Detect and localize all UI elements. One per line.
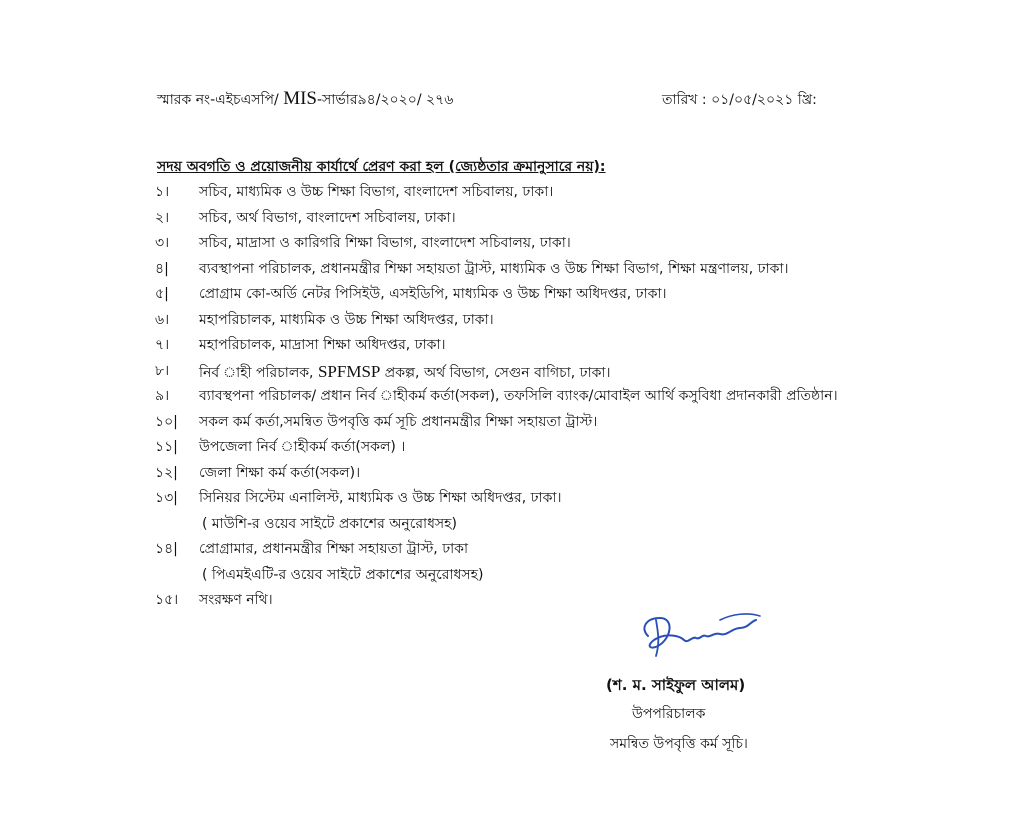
item-text-before: নির্ব াহী পরিচালক, [199, 364, 318, 381]
item-text: সকল কর্ম কর্তা,সমন্বিত উপবৃত্তি কর্ম সূচি প্রধানমন্ত্রীর শিক্ষা সহায়তা ট্রাস্ট। [199, 413, 598, 430]
item-number: ২। [155, 209, 170, 226]
memo-suffix: -সার্ভার৯৪/২০২০/ ২৭৬ [317, 92, 454, 108]
item-number: ৪| [155, 260, 169, 277]
memo-prefix: স্মারক নং-এইচএসপি/ [157, 92, 284, 108]
signatory-office: সমন্বিত উপবৃত্তি কর্ম সূচি। [610, 736, 748, 752]
item-number: ১২| [155, 464, 178, 481]
item-number: ১৩| [155, 490, 178, 506]
item-note: ( মাউশি-র ওয়েব সাইটে প্রকাশের অনুরোধসহ) [202, 515, 457, 532]
handwritten-signature [636, 606, 766, 664]
item-number: ১০| [155, 413, 178, 430]
item-text: সিনিয়র সিস্টেম এনালিস্ট, মাধ্যমিক ও উচ্চ শিক্ষা অধিদপ্তর, ঢাকা। [199, 490, 562, 506]
item-number: ১৪| [155, 541, 178, 557]
item-text: মহাপরিচালক, মাদ্রাসা শিক্ষা অধিদপ্তর, ঢাকা। [199, 337, 446, 353]
item-text: প্রোগ্রামার, প্রধানমন্ত্রীর শিক্ষা সহায়তা ট্রাস্ট, ঢাকা [199, 541, 469, 557]
item-text [199, 359, 611, 387]
item-text: সচিব, মাধ্যমিক ও উচ্চ শিক্ষা বিভাগ, বাংলাদেশ সচিবালয়, ঢাকা। [199, 184, 554, 200]
distribution-heading: সদয় অবগতি ও প্রয়োজনীয় কার্যার্থে প্রেরণ করা হল (জ্যেষ্ঠতার ক্রমানুসারে নয়): [157, 159, 606, 175]
project-acronym: SPFMSP [317, 361, 381, 381]
memo-date: তারিখ : ০১/০৫/২০২১ খ্রি: [662, 92, 817, 108]
item-text: প্রোগ্রাম কো-অর্ডি নেটর পিসিইউ, এসইডিপি, মাধ্যমিক ও উচ্চ শিক্ষা অধিদপ্তর, ঢাকা। [199, 286, 667, 302]
item-number: ৩। [155, 235, 170, 251]
signatory-designation: উপপরিচালক [632, 706, 706, 722]
item-number: ১৫। [155, 592, 179, 608]
item-note: ( পিএমইএটি-র ওয়েব সাইটে প্রকাশের অনুরোধসহ) [202, 566, 484, 583]
item-number: ৬। [155, 311, 170, 328]
item-number: ৫| [155, 286, 169, 302]
item-text: সচিব, অর্থ বিভাগ, বাংলাদেশ সচিবালয়, ঢাকা। [199, 209, 456, 226]
item-text: ব্যাবস্থপনা পরিচালক/ প্রধান নির্ব াহীকর্ম কর্তা(সকল), তফসিলি ব্যাংক/মোবাইল আর্থি কসুবিধা প্রদানকারী প্রতিষ্ঠান। [199, 388, 838, 404]
item-text: জেলা শিক্ষা কর্ম কর্তা(সকল)। [199, 464, 361, 481]
item-number: ১১| [155, 439, 178, 455]
item-text: উপজেলা নির্ব াহীকর্ম কর্তা(সকল) । [199, 439, 406, 455]
item-text: মহাপরিচালক, মাধ্যমিক ও উচ্চ শিক্ষা অধিদপ্তর, ঢাকা। [199, 311, 494, 328]
item-text: সংরক্ষণ নথি। [199, 592, 273, 608]
signatory-name: (শ. ম. সাইফুল আলম) [606, 676, 746, 694]
item-text-after: প্রকল্প, অর্থ বিভাগ, সেগুন বাগিচা, ঢাকা। [380, 364, 611, 381]
item-number: ৭। [155, 337, 170, 353]
item-number: ৯। [155, 388, 170, 404]
memo-number [157, 88, 453, 112]
item-number: ৮। [155, 362, 170, 379]
item-text: ব্যবস্থাপনা পরিচালক, প্রধানমন্ত্রীর শিক্ষা সহায়তা ট্রাস্ট, মাধ্যমিক ও উচ্চ শিক্ষা বিভাগ, শিক্ষা মন্ত্রণালয়, ঢাকা। [199, 260, 789, 277]
item-text: সচিব, মাদ্রাসা ও কারিগরি শিক্ষা বিভাগ, বাংলাদেশ সচিবালয়, ঢাকা। [199, 235, 571, 251]
item-number: ১। [155, 184, 170, 200]
memo-mis: MIS [283, 88, 317, 109]
